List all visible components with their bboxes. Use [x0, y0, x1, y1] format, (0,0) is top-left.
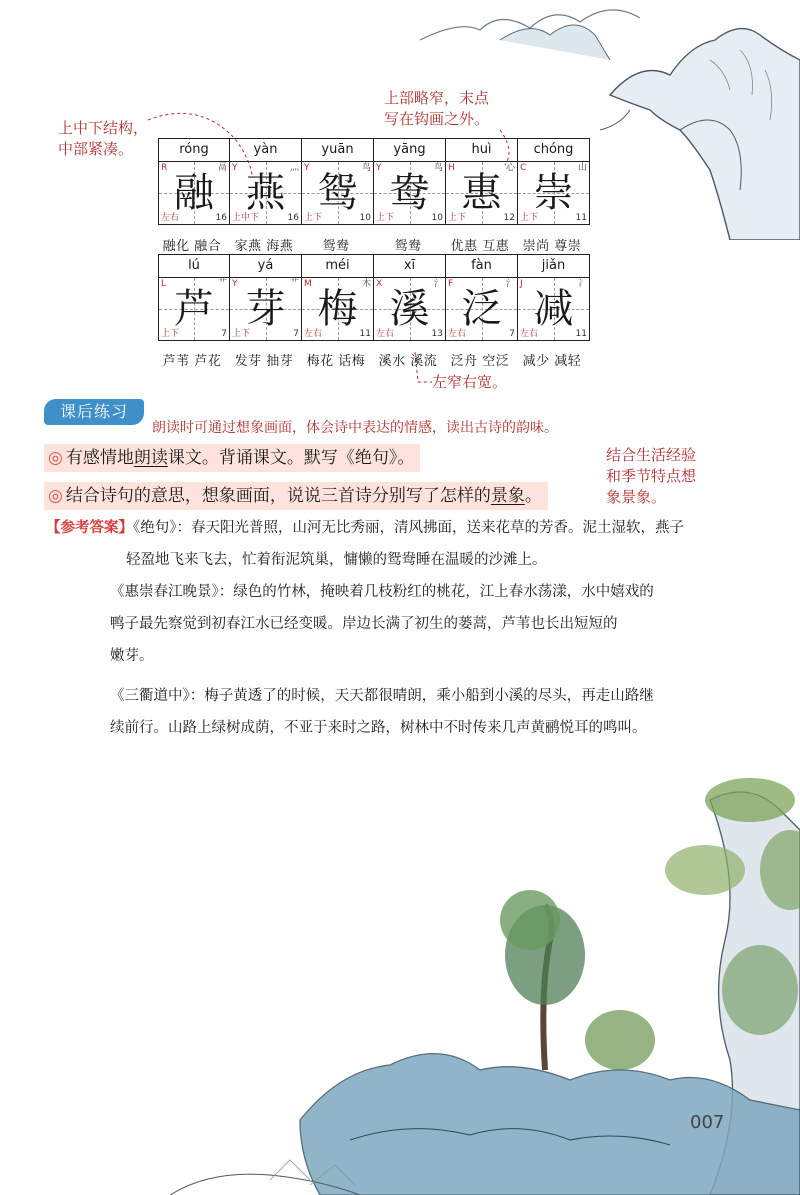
- radical: 艹: [217, 279, 227, 289]
- char-box: [518, 162, 589, 224]
- char-grid-row-2: [158, 254, 590, 341]
- pinyin: yàn: [230, 139, 301, 162]
- char-grid-row-1: [158, 138, 590, 225]
- pinyin: xī: [374, 255, 445, 278]
- stroke-count: 7: [509, 329, 515, 339]
- char-cell: [158, 138, 230, 225]
- stroke-count: 10: [359, 213, 371, 223]
- radical: 氵: [505, 279, 515, 289]
- words-row-1: [156, 235, 588, 254]
- structure: 上下: [304, 213, 323, 223]
- char-box: [374, 278, 445, 340]
- pinyin: lú: [159, 255, 229, 278]
- radical: 氵: [433, 279, 443, 289]
- stroke-count: 16: [287, 213, 299, 223]
- word-group: 优惠 互惠: [450, 239, 510, 254]
- radical: 鬲: [217, 163, 227, 173]
- radical: 冫: [577, 279, 587, 289]
- words-row-2: [156, 350, 588, 369]
- pinyin: yuān: [302, 139, 373, 162]
- word-group: 家燕 海燕: [234, 239, 294, 254]
- char-cell: [518, 254, 590, 341]
- word-group: 鸳鸯: [394, 239, 422, 254]
- index-letter: R: [161, 163, 168, 173]
- pinyin: jiǎn: [518, 255, 589, 278]
- stroke-count: 13: [431, 329, 443, 339]
- structure: 左右: [520, 329, 539, 339]
- index-letter: Y: [232, 163, 238, 173]
- exercise-title: 课后练习: [44, 399, 144, 425]
- pinyin: huì: [446, 139, 517, 162]
- answer-label: 【参考答案】: [46, 520, 133, 536]
- structure: 左右: [304, 329, 323, 339]
- radical: 木: [361, 279, 371, 289]
- pinyin: yāng: [374, 139, 445, 162]
- char-cell: [302, 138, 374, 225]
- stroke-count: 10: [431, 213, 443, 223]
- index-letter: Y: [232, 279, 238, 289]
- char-box: [159, 278, 229, 340]
- structure: 上下: [520, 213, 539, 223]
- structure: 上中下: [232, 213, 260, 223]
- answer-line-5: 嫩芽。: [110, 648, 154, 664]
- char-box: [446, 162, 517, 224]
- pinyin: fàn: [446, 255, 517, 278]
- pinyin: róng: [159, 139, 229, 162]
- radical: 鸟: [433, 163, 443, 173]
- top-note: 上部略窄，末点 写在钩画之外。: [384, 89, 490, 128]
- index-letter: Y: [376, 163, 382, 173]
- character: 梅: [317, 286, 358, 332]
- char-cell: [374, 138, 446, 225]
- word-group: 发芽 抽芽: [234, 354, 294, 369]
- answer-line-4: 鸭子最先察觉到初春江水已经变暖。岸边长满了初生的蒌蒿，芦苇也长出短短的: [110, 616, 618, 632]
- char-box: [446, 278, 517, 340]
- stroke-count: 16: [215, 213, 227, 223]
- answer-line-6: 《三衢道中》：梅子黄透了的时候，天天都很晴朗，乘小船到小溪的尽头，再走山路继: [110, 688, 654, 704]
- char-box: [302, 278, 373, 340]
- structure: 左右: [448, 329, 467, 339]
- stroke-count: 7: [221, 329, 227, 339]
- char-box: [230, 278, 301, 340]
- structure: 上下: [161, 329, 180, 339]
- index-letter: C: [520, 163, 527, 173]
- char-box: [159, 162, 229, 224]
- stroke-count: 11: [359, 329, 371, 339]
- char-box: [518, 278, 589, 340]
- index-letter: J: [520, 279, 523, 289]
- word-group: 溪水 溪流: [378, 354, 438, 369]
- word-group: 鸳鸯: [322, 239, 350, 254]
- bullet-icon: ◎: [48, 486, 63, 506]
- char-cell: [446, 138, 518, 225]
- side-note: 结合生活经验 和季节特点想 象景象。: [606, 446, 697, 506]
- task-1: ◎ 有感情地朗读课文。背诵课文。默写《绝句》。: [44, 444, 420, 472]
- character: 芽: [245, 286, 286, 332]
- char-box: [374, 162, 445, 224]
- character: 崇: [533, 170, 574, 216]
- index-letter: X: [376, 279, 383, 289]
- char-cell: [230, 138, 302, 225]
- char-cell: [302, 254, 374, 341]
- pinyin: méi: [302, 255, 373, 278]
- character: 燕: [245, 170, 286, 216]
- task-2: ◎ 结合诗句的意思，想象画面，说说三首诗分别写了怎样的景象。: [44, 482, 548, 510]
- bottom-note: 左窄右宽。: [432, 373, 508, 391]
- bullet-icon: ◎: [48, 448, 63, 468]
- radical: 鸟: [361, 163, 371, 173]
- index-letter: F: [448, 279, 454, 289]
- radical: 山: [577, 163, 587, 173]
- word-group: 梅花 话梅: [306, 354, 366, 369]
- answer-line-3: 《惠崇春江晚景》：绿色的竹林，掩映着几枝粉红的桃花，江上春水荡漾，水中嬉戏的: [110, 584, 654, 600]
- char-cell: [374, 254, 446, 341]
- character: 鸯: [389, 170, 430, 216]
- word-group: 崇尚 尊崇: [522, 239, 582, 254]
- character: 惠: [461, 170, 502, 216]
- stroke-count: 11: [575, 213, 587, 223]
- structure-note: 上中下结构， 中部紧凑。: [58, 119, 149, 158]
- char-cell: [230, 254, 302, 341]
- structure: 上下: [448, 213, 467, 223]
- char-cell: [446, 254, 518, 341]
- index-letter: Y: [304, 163, 310, 173]
- page-number: 007: [690, 1112, 725, 1133]
- structure: 上下: [376, 213, 395, 223]
- stroke-count: 11: [575, 329, 587, 339]
- stroke-count: 12: [503, 213, 515, 223]
- character: 融: [174, 170, 214, 216]
- pinyin: chóng: [518, 139, 589, 162]
- structure: 左右: [376, 329, 395, 339]
- character: 鸳: [317, 170, 358, 216]
- word-group: 芦苇 芦花: [162, 354, 222, 369]
- answer-line-2: 轻盈地飞来飞去，忙着衔泥筑巢，慵懒的鸳鸯睡在温暖的沙滩上。: [126, 552, 547, 568]
- radical: 心: [505, 163, 515, 173]
- char-cell: [518, 138, 590, 225]
- word-group: 融化 融合: [162, 239, 222, 254]
- char-cell: [158, 254, 230, 341]
- character: 溪: [389, 286, 430, 332]
- character: 泛: [461, 286, 502, 332]
- pinyin: yá: [230, 255, 301, 278]
- radical: 艹: [289, 279, 299, 289]
- char-box: [302, 162, 373, 224]
- char-box: [230, 162, 301, 224]
- reading-note: 朗读时可通过想象画面，体会诗中表达的情感，读出古诗的韵味。: [152, 420, 558, 436]
- character: 减: [533, 286, 574, 332]
- word-group: 减少 减轻: [522, 354, 582, 369]
- stroke-count: 7: [293, 329, 299, 339]
- structure: 左右: [161, 213, 180, 223]
- character: 芦: [174, 286, 214, 332]
- structure: 上下: [232, 329, 251, 339]
- index-letter: L: [161, 279, 167, 289]
- index-letter: M: [304, 279, 312, 289]
- answer-line-1: 【参考答案】《绝句》：春天阳光普照，山河无比秀丽，清风拂面，送来花草的芳香。泥土湿软，燕子: [46, 520, 684, 536]
- word-group: 泛舟 空泛: [450, 354, 510, 369]
- answer-line-7: 续前行。山路上绿树成荫，不亚于来时之路，树林中不时传来几声黄鹂悦耳的鸣叫。: [110, 720, 647, 736]
- index-letter: H: [448, 163, 455, 173]
- radical: 灬: [289, 163, 299, 173]
